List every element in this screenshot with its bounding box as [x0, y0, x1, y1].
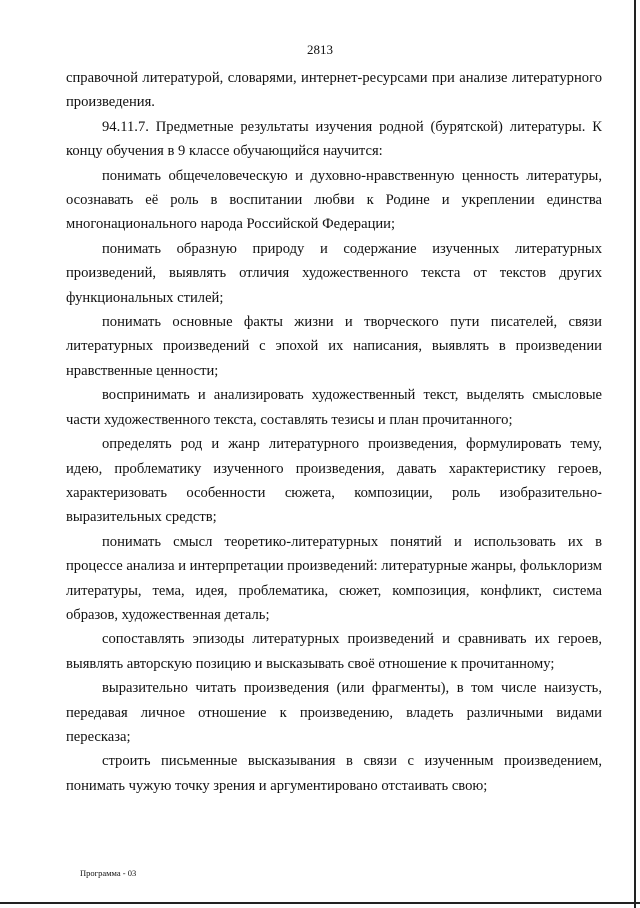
page-edge-right: [634, 0, 636, 908]
document-body: [66, 66, 602, 798]
paragraph-continuation: справочной литературой, словарями, интернет-ресурсами при анализе литературного произведения.: [66, 70, 602, 111]
page-number: 2813: [307, 42, 333, 57]
paragraph-outcome: выразительно читать произведения (или фрагменты), в том числе наизусть, передавая личное отношение к произведению, владеть различными видами пересказа;: [66, 680, 602, 745]
paragraph-outcome: строить письменные высказывания в связи с изученным произведением, понимать чужую точку зрения и аргументировано отстаивать свою;: [66, 753, 602, 794]
paragraph-outcome: воспринимать и анализировать художественный текст, выделять смысловые части художественного текста, составлять тезисы и план прочитанного;: [66, 387, 602, 428]
footer-program-label: Программа - 03: [80, 868, 137, 878]
paragraph-outcome: понимать смысл теоретико-литературных понятий и использовать их в процессе анализа и интерпретации произведений: литературные жанры, фольклоризм литературы, тема, идея, проблематика, сюжет, композиция, конфликт, система образов, художественная деталь;: [66, 533, 602, 623]
paragraph-outcome: понимать образную природу и содержание изученных литературных произведений, выявлять отличия художественного текста от текстов других функциональных стилей;: [66, 240, 602, 306]
paragraph-outcome: определять род и жанр литературного произведения, формулировать тему, идею, проблематику изученного произведения, давать характеристику героев, характеризовать особенности сюжета, композиции, роль изобразительно-выразительных средств;: [66, 436, 602, 526]
paragraph-outcome: понимать общечеловеческую и духовно-нравственную ценность литературы, осознавать её роль в воспитании любви к Родине и укреплении единства многонационального народа Российской Федерации;: [66, 167, 602, 233]
page-edge-bottom: [0, 902, 640, 904]
paragraph-outcome: сопоставлять эпизоды литературных произведений и сравнивать их героев, выявлять авторскую позицию и высказывать своё отношение к прочитанному;: [66, 631, 602, 672]
paragraph-section-heading: 94.11.7. Предметные результаты изучения родной (бурятской) литературы. К концу обучения в 9 классе обучающийся научится:: [66, 118, 602, 160]
paragraph-outcome: понимать основные факты жизни и творческого пути писателей, связи литературных произведений с эпохой их написания, выявлять в произведении нравственные ценности;: [66, 314, 602, 379]
